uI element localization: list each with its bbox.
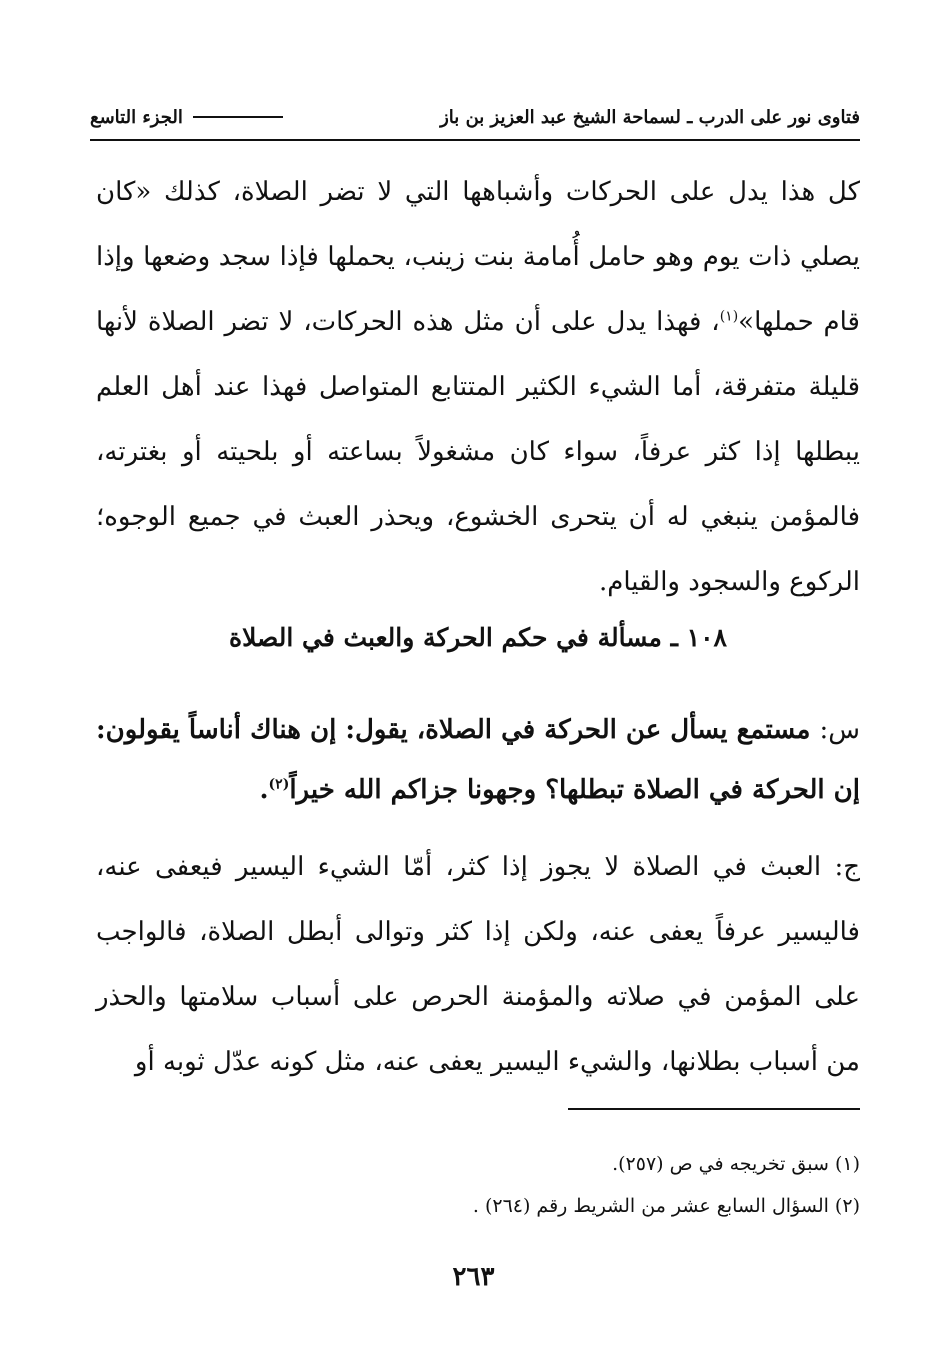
header-rule — [90, 139, 860, 141]
paragraph-text-cont: ، فهذا يدل على أن مثل هذه الحركات، لا تضر الصلاة لأنها قليلة متفرقة، أما الشيء الكثير المتتابع المتواصل فهذا عند أهل العلم يبطلها إذا كثر عرفاً، سواء كان مشغولاً بساعته أو بلحيته أو بغترته، فالمؤمن ينبغي له أن يتحرى الخشوع، ويحذر العبث في جميع الوجوه؛ الركوع والسجود والقيام. — [96, 307, 860, 597]
question-end: . — [259, 775, 269, 805]
footnote-rule — [568, 1108, 860, 1110]
footnote-ref: (١) — [719, 308, 739, 325]
footnote: (٢) السؤال السابع عشر من الشريط رقم (٢٦٤) . — [472, 1195, 860, 1217]
header-dash-line — [193, 116, 283, 118]
paragraph — [96, 160, 860, 615]
footnote: (١) سبق تخريجه في ص (٢٥٧). — [612, 1153, 860, 1175]
footnote-ref: (٢) — [268, 776, 290, 793]
section-heading: ١٠٨ ـ مسألة في حكم الحركة والعبث في الصلاة — [229, 623, 727, 652]
book-title: فتاوى نور على الدرب ـ لسماحة الشيخ عبد العزيز بن باز — [440, 106, 860, 128]
footnotes — [96, 1143, 860, 1227]
question-text: مستمع يسأل عن الحركة في الصلاة، يقول: إن هناك أناساً يقولون: إن الحركة في الصلاة تبطلها؟ وجهونا جزاكم الله خيراً — [96, 715, 860, 805]
question-label: س: — [819, 715, 860, 745]
running-header — [90, 97, 860, 137]
answer: ج: العبث في الصلاة لا يجوز إذا كثر، أمّا الشيء اليسير فيعفى عنه، فاليسير عرفاً يعفى عنه، ولكن إذا كثر وتوالى أبطل الصلاة، فالواجب على المؤمن في صلاته والمؤمنة الحرص على أسباب سلامتها والحذر من أسباب بطلانها، والشيء اليسير يعفى عنه، مثل كونه عدّل ثوبه أو — [96, 852, 860, 1077]
paragraph-text: كل هذا يدل على الحركات وأشباهها التي لا تضر الصلاة، كذلك «كان يصلي ذات يوم وهو حامل أُمامة بنت زينب، يحملها فإذا سجد وضعها وإذا قام حملها» — [96, 177, 860, 337]
page-number: ٢٦٣ — [452, 1262, 495, 1292]
volume-label: الجزء التاسع — [90, 106, 183, 128]
question — [96, 700, 860, 820]
volume-group — [90, 107, 287, 128]
